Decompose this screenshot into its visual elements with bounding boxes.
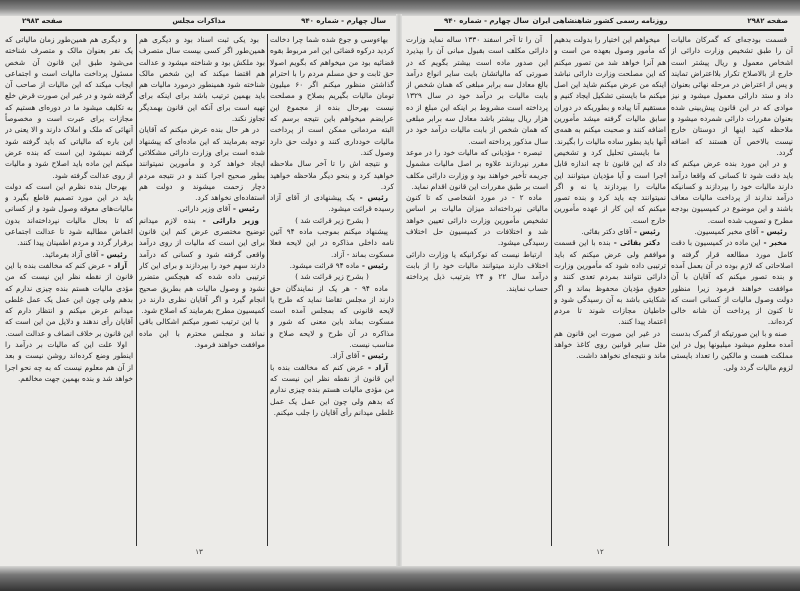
- paragraph: [270, 34, 394, 158]
- paragraph-text: میخواهم این اختیار را بدولت بدهیم که مأمور وصول بعهده من است و هم آنرا خواهد شد من تصور میکنم که این مصلحت وزارت دارائی نباشد اینکه من عرض میکنم شاید این اصل میکنم ما بایستی تشکیل ایجاد کنیم و مستقیم آنا پیاده و بطوریکه در دوران سابق مالیات گرفته میشد مأمورین اضافه کنند و صحبت میکنم به همه‌ی آنها باید بطور ساده مالیات را بگیرند.: [554, 35, 666, 146]
- paragraph-text: عرض کنم که مخالفت بنده با این قانون از نقطه نظر این نیست که من مؤدی مالیات هستم بنده چیزی ندارم که بدهم ولی چون این عمل یک عمل غلطی میدانم عرض میکنم و انتظار دارم که آقایان رأی ندهند و دلایل من این است که این قانون بر خلاف انصاف و عدالت است.: [5, 260, 133, 338]
- paragraph: [406, 192, 548, 248]
- paragraph: [554, 226, 666, 237]
- speaker-name: آزاد -: [364, 362, 388, 372]
- paragraph-text: آقای آزاد بفرمائید.: [42, 249, 99, 259]
- paragraph: [554, 147, 666, 226]
- right-issue-label: سال چهارم - شماره ۹۴۰: [444, 17, 529, 25]
- paragraph-text: آقای وزیر دارائی.: [177, 204, 231, 214]
- header-rule: [434, 29, 784, 31]
- paragraph-text: بنده با این قسمت موافقم ولی عرض میکنم که باید ترتیبی داده شود که مأمورین وزارت دارائی نتوانند بمردم تعدی کنند و حقوق مؤدیان محفوظ بماند و اگر شکایتی باشد به آن رسیدگی شود و خاطیان مجازات شوند تا مردم اعتماد پیدا کنند.: [554, 238, 666, 327]
- speaker-name: رئیس -: [354, 193, 388, 203]
- paragraph: [5, 34, 133, 181]
- paragraph: [5, 339, 133, 384]
- text-column: [554, 34, 666, 544]
- paragraph-text: عرض کنم که مخالفت بنده با این قانون از نقطه نظر این نیست که من مؤدی مالیات هستم بنده چیزی ندارم که بدهم ولی چون این عمل یک عمل غلطی میدانم رأی آقایان را جلب میکنم.: [270, 362, 394, 417]
- paragraph-text: و نتیجه اش را تا آخر سال ملاحظه خواهید کرد و بنحو دیگر ملاحظه خواهید کرد.: [270, 159, 394, 191]
- paragraph: [139, 215, 265, 317]
- right-section-title: روزنامه رسمی کشور شاهنشاهی ایران: [532, 17, 668, 25]
- right-page-number: صفحه ۲۹۸۲: [747, 17, 788, 25]
- paragraph-text: ارتباط نیست که نوکرانیکه یا وزارت دارائی اختلاف دارند میتوانند مالیات خود را از بابت درآمد سال ۲۲ و ۲۴ بترتیب ذیل پرداخته حساب نمایند.: [406, 249, 548, 293]
- header-rule: [20, 29, 390, 31]
- column-divider: [267, 34, 268, 546]
- paragraph: [270, 362, 394, 418]
- paragraph-text: ماده ۲ - در مورد اشخاصی که تا کنون مالیاتی نپرداخته‌اند میزان مالیات بر اساس تشخیص مأمورین وزارت دارائی تعیین خواهد شد و اختلافات در کمیسیون حل اختلاف رسیدگی میشود.: [406, 193, 548, 248]
- left-folio: ۱۳: [195, 548, 203, 556]
- left-issue-label: سال چهارم - شماره ۹۴۰: [301, 17, 386, 25]
- paragraph-text: آن را تا آخر اسفند ۱۳۳۰ ساله نماید وزارت دارائی مکلف است بقبول مبانی آن را بپذیرد این صدور ماده است بیشتر بگویم که در صورتی که مالیاتشان بابت سایر انواع درآمد بالغ معادل سه برابر مبلغی که همان شخص از بابت مالیات بر درآمد خود در سال ۱۳۲۹ پرداخته است مشروط بر اینکه این مبلغ از ده هزار ریال بیشتر باشد معادل سه برابر مبلغی که همان شخص از بابت مالیات درآمد خود در سال مذکور پرداخته است.: [406, 35, 548, 146]
- paragraph-text: بهاءوسی و جوع شده شما چرا دخالت کردید درکوه قضائی این امر مربوط بقوه قضائیه بود من میخواهم که بگویم اصولا حق ثابت و حق مسلم مردم را با احترام گذاشتن منظور میکنم اگر ۶۰ میلیون تومان مالیات بگیریم بصلاح و مصلحت نیست بهرحال بنده از مجموع این عرایضم میخواهم باین نتیجه برسم که البته مردمانی ممکن است از پرداخت مالیات خودداری کنند و دولت حق دارد وصول کند.: [270, 35, 394, 157]
- section-note: [270, 271, 394, 282]
- speaker-name: رئیس -: [359, 351, 388, 361]
- paragraph-text: و دیگری هم همین‌طور زمان مالیاتی که یک نفر بعنوان مالک و متصرف شناخته می‌شود طبق این قانون آن شخص مسئول پرداخت مالیات است و اجتماعی ایجاب میکند که این مالیات از صاحب آن گرفته شود و در غیر این صورت قرض خلع به تکلیف میشود ما در دوره‌ای هستیم که مجازات برای عبرت است و مخصوصاً آنهائی که ملک و املاک دارند و الا یعنی در این باره که مالیاتی که باید گرفته شود گرفته نمیشود این است که بنده عرض میکنم این ماده باید اصلاح شود و مالیات از روی عدالت گرفته شود.: [5, 35, 133, 180]
- paragraph-text: و در این مورد بنده عرض میکنم که باید دقت شود تا کسانی که واقعا درآمد دارند مالیات خود را بپردازند و کسانیکه درآمد ندارند از پرداخت مالیات معاف باشند و این موضوع در کمیسیون بودجه مطرح و تصویب شده است.: [671, 159, 793, 225]
- paragraph-text: اولا علت این که مالیات بر درآمد را اینطور وضع کرده‌اند روشن نیست و بعد از آن هم معلوم نیست که به چه نحو اجرا خواهد شد و بنده بهمین جهت مخالفم.: [5, 340, 133, 383]
- paragraph-text: ( بشرح زیر قرائت شد ): [295, 215, 369, 225]
- paragraph: [671, 34, 793, 158]
- paragraph: [5, 181, 133, 249]
- speaker-name: رئیس -: [631, 227, 660, 237]
- paragraph-text: آقای مخبر کمیسیون.: [694, 227, 759, 237]
- right-page: [404, 14, 796, 566]
- paragraph-text: بود یکی ثبت اسناد بود و دیگری هم همین‌طور اگر کسی بیست سال متصرف بود ملکش بود و شناخته میشود و عدالت هم اقتضا میکند که این شخص مالک شناخته شود همینطور درمورد مالیات هم باید بهمین ترتیب باشد برای اینکه برای تهیه است برای آنکه این قانون بهمدیگر تجاوز نکند.: [139, 35, 265, 124]
- paragraph-text: آقای دکتر بقائی.: [581, 227, 632, 237]
- speaker-name: رئیس -: [98, 249, 127, 259]
- section-note: [270, 215, 394, 226]
- paragraph-text: ماده ۹۴ قرائت میشود.: [289, 260, 360, 270]
- paragraph-text: ما بایستی تحلیل کرد و تشخیص داد که این قانون تا چه اندازه قابل اجرا است و آیا مؤدیان میتوانند این مالیات را بپردازند یا نه و اگر نمیتوانند چه باید کرد و بنده تصور میکنم که این کار از عهده مأمورین خارج است.: [554, 147, 666, 225]
- paragraph: [270, 350, 394, 361]
- speaker-name: رئیس -: [359, 260, 388, 270]
- paragraph: [406, 249, 548, 294]
- paragraph: [270, 260, 394, 271]
- text-column: [270, 34, 394, 544]
- text-column: [5, 34, 133, 544]
- paragraph-text: پیشنهاد میکنم بموجب ماده ۹۴ آئین نامه داخلی مذاکره در این لایحه فعلا مسکوت بماند - آزاد.: [270, 227, 394, 259]
- left-page: [4, 14, 394, 566]
- paragraph: [5, 260, 133, 339]
- paragraph-text: در هر حال بنده عرض میکنم که آقایان توجه بفرمایند که این ماده‌ای که پیشنهاد شده است برای وزارت دارائی مشکلاتی ایجاد خواهد کرد و مأمورین نمیتوانند بطور صحیح اجرا کنند و در نتیجه مردم دچار زحمت میشوند و دولت هم استفاده‌ای نخواهد کرد.: [139, 125, 265, 203]
- paragraph: [406, 147, 548, 192]
- text-column: [139, 34, 265, 544]
- paragraph-text: قسمت بودجه‌ای که گمرکان مالیات آن را طبق تشخیص وزارت دارائی از اشخاص معمول و ریال پیشتر است خارج از بالاصلاح تکرار بلااعتراض تمایند و پس از اعتراض در مرحله نهائی بعنوان داد و ستد دارائی معمول میشود و نیز موادی که در این قانون پیش‌بینی شده بعنوان مقررات دارائی شمرده میشود و ملاحظه کنید اینها از دوستان خارج نیست بالاخص آن هستند که اضافه گردد.: [671, 35, 793, 157]
- paragraph: [671, 328, 793, 373]
- paragraph: [139, 203, 265, 214]
- paragraph-text: ( بشرح زیر قرائت شد ): [295, 272, 369, 282]
- paragraph: [406, 34, 548, 147]
- paragraph: [671, 158, 793, 226]
- left-page-number: صفحه ۲۹۸۳: [22, 17, 63, 25]
- right-page-header: [404, 17, 796, 29]
- paragraph: [671, 237, 793, 327]
- paragraph-text: بهرحال بنده نظرم این است که دولت باید در این مورد تصمیم قاطع بگیرد و مالیات‌های معوقه وصول شود و از کسانی که تا بحال مالیات نپرداخته‌اند بدون اغماض مطالبه شود تا عدالت اجتماعی برقرار گردد و مردم اطمینان پیدا کنند.: [5, 181, 133, 248]
- paragraph: [139, 316, 265, 350]
- paragraph: [270, 192, 394, 215]
- paragraph: [270, 158, 394, 192]
- speaker-name: مخبر -: [760, 238, 787, 248]
- paragraph-text: با این ترتیب تصور میکنم اشکالی باقی نماند و مجلس محترم با این ماده موافقت خواهند فرمود.: [139, 317, 265, 350]
- paragraph: [270, 283, 394, 351]
- paragraph-text: ماده ۹۴ - هر یک از نمایندگان حق دارند از مجلس تقاضا نماید که طرح یا لایحه قانونی که بمجلس آمده است مسکوت بماند باین معنی که شور و مذاکره در آن طرح و لایحه صلاح و مناسب نیست.: [270, 283, 394, 350]
- speaker-name: دکتر بقائی -: [610, 238, 660, 248]
- column-divider: [668, 34, 669, 546]
- paragraph: [270, 226, 394, 260]
- page-gutter: [396, 14, 402, 570]
- paragraph: [554, 237, 666, 327]
- speaker-name: وزیر دارائی -: [195, 215, 259, 225]
- left-page-header: [4, 17, 394, 29]
- paragraph-text: صنه و با این صورتیکه از گمرک بدست آمده معلوم میشود میلیونها پول در این مملکت هست و مالکین را تعداد بایستی لزوم مالیات گردد ولی.: [671, 328, 793, 372]
- paragraph-text: این ماده در کمیسیون با دقت کامل مورد مطالعه قرار گرفته و اصلاحاتی که لازم بوده در آن بعمل آمده و بنده تصور میکنم که آقایان با آن موافقت خواهند فرمود زیرا منظور دولت وصول مالیات از کسانی است که تا کنون از پرداخت آن شانه خالی کرده‌اند.: [671, 238, 793, 327]
- text-column: [671, 34, 793, 544]
- right-folio: ۱۲: [596, 548, 604, 556]
- paragraph-text: در غیر این صورت این قانون هم مثل سایر قوانین روی کاغذ خواهد ماند و نتیجه‌ای نخواهد داشت.: [554, 328, 666, 361]
- speaker-name: رئیس -: [758, 227, 787, 237]
- column-divider: [136, 34, 137, 546]
- paragraph: [554, 34, 666, 147]
- paragraph-text: آقای آزاد.: [329, 351, 360, 361]
- speaker-name: آزاد -: [105, 260, 127, 270]
- paragraph: [139, 34, 265, 124]
- column-divider: [551, 34, 552, 546]
- left-section-title: مذاکرات مجلس: [172, 17, 226, 25]
- paragraph: [554, 328, 666, 362]
- paragraph-text: یک پیشنهادی از آقای آزاد رسیده قرائت میشود.: [270, 193, 394, 214]
- paragraph-text: تبصره - مؤدیانی که مالیات خود را در موعد مقرر نپردازند علاوه بر اصل مالیات مشمول جریمه تأخیر خواهند بود و وزارت دارائی مکلف است بر طبق مقررات این قانون اقدام نماید.: [406, 147, 548, 191]
- paragraph: [5, 249, 133, 260]
- paragraph: [139, 124, 265, 203]
- paragraph: [671, 226, 793, 237]
- speaker-name: رئیس -: [230, 204, 259, 214]
- paragraph-text: بنده لازم میدانم توضیح مختصری عرض کنم این قانون برای این است که مالیات از روی درآمد واقعی گرفته شود و کسانی که درآمد دارند سهم خود را بپردازند و برای این کار ترتیبی داده شده که هیچکس متضرر نشود و وصول مالیات هم بطریق صحیح انجام گیرد و اگر آقایان نظری دارند در کمیسیون مطرح بفرمایند که اصلاح شود.: [139, 215, 265, 316]
- text-column: [406, 34, 548, 544]
- scan-bottom-edge: [0, 566, 800, 591]
